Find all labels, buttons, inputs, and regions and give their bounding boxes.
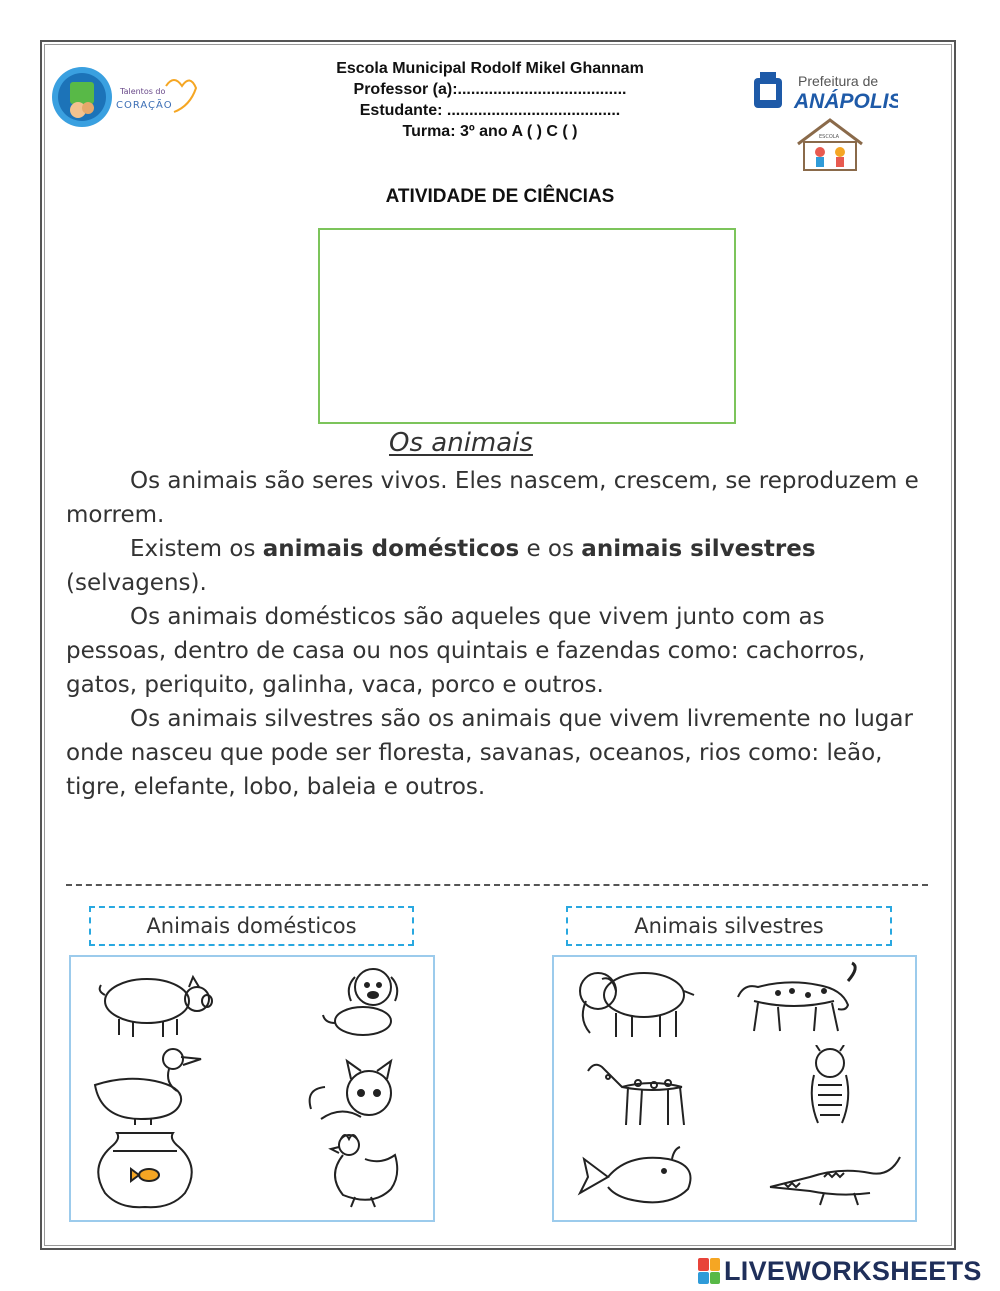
activity-title: ATIVIDADE DE CIÊNCIAS xyxy=(385,186,615,207)
domestic-animals-box xyxy=(69,955,435,1222)
whale-image[interactable] xyxy=(568,1137,708,1217)
class-line: Turma: 3º ano A ( ) C ( ) xyxy=(402,123,578,140)
liveworksheets-text: LIVEWORKSHEETS xyxy=(724,1255,982,1286)
media-placeholder[interactable] xyxy=(318,228,736,424)
prefeitura-text: Prefeitura de xyxy=(798,73,879,89)
paragraph-1: Os animais são seres vivos. Eles nascem, crescem, se reproduzem e morrem. xyxy=(66,468,919,528)
left-logos xyxy=(48,64,208,130)
school-house-icon xyxy=(798,120,862,170)
separator-line xyxy=(66,884,928,886)
wild-drop-label[interactable]: Animais silvestres xyxy=(566,906,892,946)
crocodile-image[interactable] xyxy=(764,1137,904,1217)
text-body xyxy=(66,464,932,804)
elephant-image[interactable] xyxy=(564,961,704,1041)
educar-logo-icon xyxy=(52,67,112,127)
pig-image[interactable] xyxy=(85,961,225,1041)
dog-image[interactable] xyxy=(291,961,431,1041)
paragraph-3: Os animais domésticos são aqueles que vivem junto com as pessoas, dentro de casa ou nos quintais e fazendas como: cachorros, gatos, periquito, galinha, vaca, porco e outros. xyxy=(66,604,866,698)
liveworksheets-badge-icon xyxy=(698,1258,720,1284)
giraffe-image[interactable] xyxy=(568,1045,708,1125)
tiger-image[interactable] xyxy=(764,1045,904,1125)
domestic-drop-label[interactable]: Animais domésticos xyxy=(89,906,414,946)
right-logos xyxy=(748,64,898,179)
chicken-image[interactable] xyxy=(291,1129,431,1209)
paragraph-4: Os animais silvestres são os animais que vivem livremente no lugar onde nasceu que pode ser floresta, savanas, oceanos, rios como: leão, tigre, elefante, lobo, baleia e outros. xyxy=(66,706,913,800)
cat-image[interactable] xyxy=(291,1049,431,1129)
student-line: Estudante: ....................................... xyxy=(359,102,621,119)
duck-image[interactable] xyxy=(85,1045,225,1125)
section-title: Os animais xyxy=(389,428,533,458)
fishbowl-image[interactable] xyxy=(85,1129,225,1209)
wild-animals-box xyxy=(552,955,917,1222)
liveworksheets-logo[interactable] xyxy=(698,1256,982,1286)
teacher-line: Professor (a):...................................... xyxy=(353,81,627,98)
talentos-text: Talentos do xyxy=(120,87,166,96)
coracao-text: CORAÇÃO xyxy=(116,100,173,111)
school-name: Escola Municipal Rodolf Mikel Ghannam xyxy=(336,60,644,77)
escola-text: ESCOLA xyxy=(819,134,840,140)
jaguar-image[interactable] xyxy=(728,961,868,1041)
paragraph-2: Existem os animais domésticos e os animais silvestres (selvagens). xyxy=(66,536,816,596)
city-crest-icon xyxy=(754,72,782,108)
anapolis-text: ANÁPOLIS xyxy=(794,90,898,113)
header-block xyxy=(230,58,750,142)
